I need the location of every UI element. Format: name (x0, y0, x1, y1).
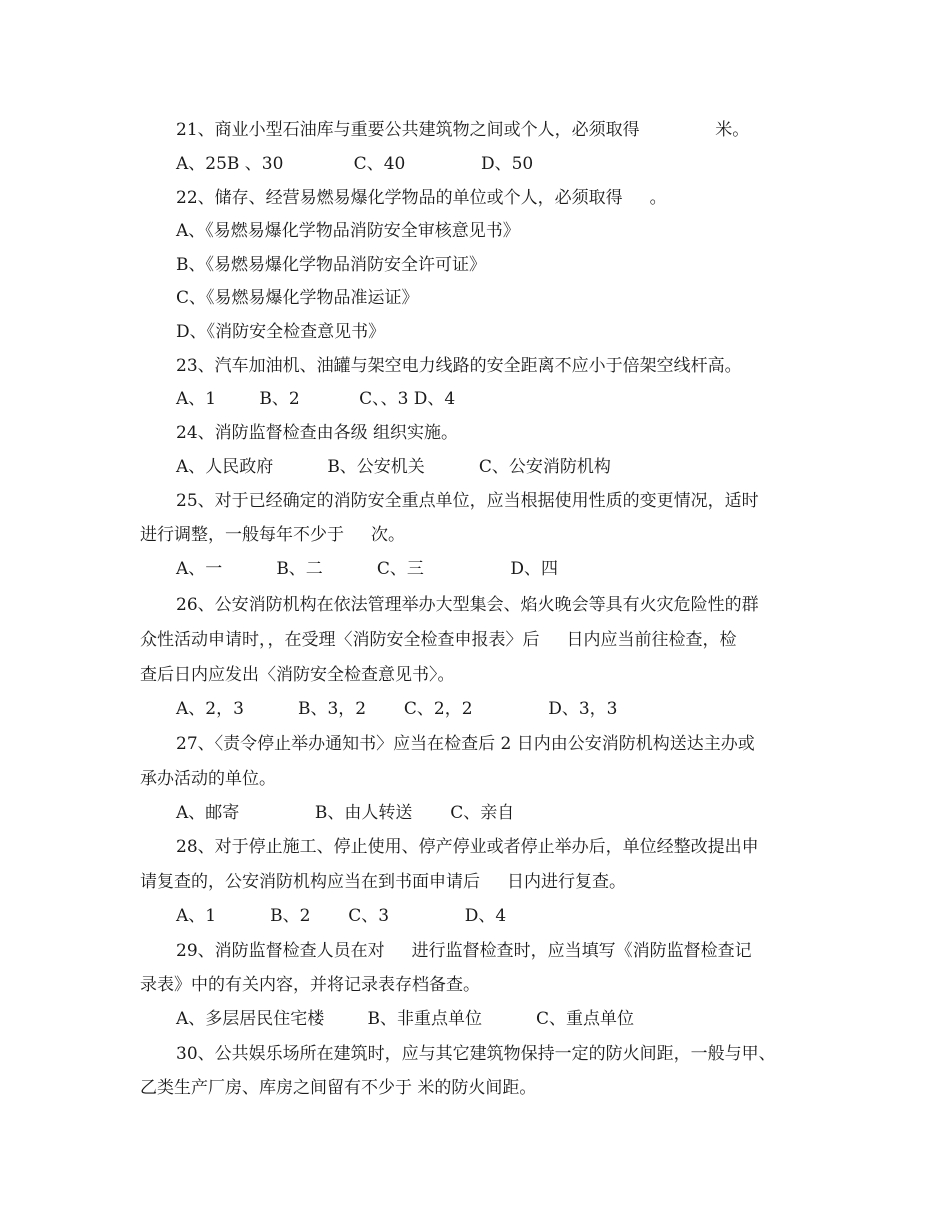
question-30-stem-line-1: 30、公共娱乐场所在建筑时，应与其它建筑物保持一定的防火间距，一般与甲、 (176, 1044, 776, 1064)
question-22-option-a: A、《易燃易爆化学物品消防安全审核意见书》 (176, 221, 520, 241)
question-27-stem-line-2: 承办活动的单位。 (140, 769, 276, 789)
question-30-stem-line-2: 乙类生产厂房、库房之间留有不少于 米的防火间距。 (140, 1078, 537, 1098)
question-29-stem-line-1: 29、消防监督检查人员在对 进行监督检查时，应当填写《消防监督检查记 (176, 941, 752, 961)
question-22-option-b: B、《易燃易爆化学物品消防安全许可证》 (176, 255, 486, 275)
question-22-option-d: D、《消防安全检查意见书》 (176, 322, 386, 342)
question-23-stem: 23、汽车加油机、油罐与架空电力线路的安全距离不应小于倍架空线杆高。 (176, 356, 742, 376)
question-26-stem-line-2: 众性活动申请时，，在受理〈消防安全检查申报表〉后 日内应当前往检查，检 (140, 630, 737, 650)
question-21-options: A、25B 、30 C、40 D、50 (176, 154, 534, 174)
question-26-stem-line-3: 查后日内应发出〈消防安全检查意见书〉。 (140, 665, 455, 685)
question-26-stem-line-1: 26、公安消防机构在依法管理举办大型集会、焰火晚会等具有火灾危险性的群 (176, 595, 759, 615)
question-26-options: A、2，3 B、3，2 C、2，2 D、3，3 (176, 699, 618, 719)
question-25-stem-line-2: 进行调整，一般每年不少于 次。 (140, 525, 406, 545)
question-28-stem-line-1: 28、对于停止施工、停止使用、停产停业或者停止举办后，单位经整改提出申 (176, 837, 759, 857)
question-29-stem-line-2: 录表》中的有关内容，并将记录表存档备查。 (140, 975, 480, 995)
question-22-option-c: C、《易燃易爆化学物品准运证》 (176, 288, 419, 308)
question-29-options: A、多层居民住宅楼 B、非重点单位 C、重点单位 (176, 1009, 635, 1029)
question-25-stem-line-1: 25、对于已经确定的消防安全重点单位，应当根据使用性质的变更情况，适时 (176, 491, 759, 511)
question-25-options: A、一 B、二 C、三 D、四 (176, 559, 558, 579)
question-28-options: A、1 B、2 C、3 D、4 (176, 906, 507, 926)
question-22-stem: 22、储存、经营易燃易爆化学物品的单位或个人，必须取得 。 (176, 188, 667, 208)
question-21-stem: 21、商业小型石油库与重要公共建筑物之间或个人，必须取得 米。 (176, 120, 750, 140)
question-23-options: A、1 B、2 C、、3 D、4 (176, 389, 456, 409)
question-24-options: A、人民政府 B、公安机关 C、公安消防机构 (176, 457, 611, 477)
question-27-stem-line-1: 27、〈责令停止举办通知书〉应当在检查后 2 日内由公安消防机构送达主办或 (176, 734, 755, 754)
question-28-stem-line-2: 请复查的，公安消防机构应当在到书面申请后 日内进行复查。 (140, 872, 627, 892)
question-24-stem: 24、消防监督检查由各级 组织实施。 (176, 423, 459, 443)
question-27-options: A、邮寄 B、由人转送 C、亲自 (176, 803, 515, 823)
